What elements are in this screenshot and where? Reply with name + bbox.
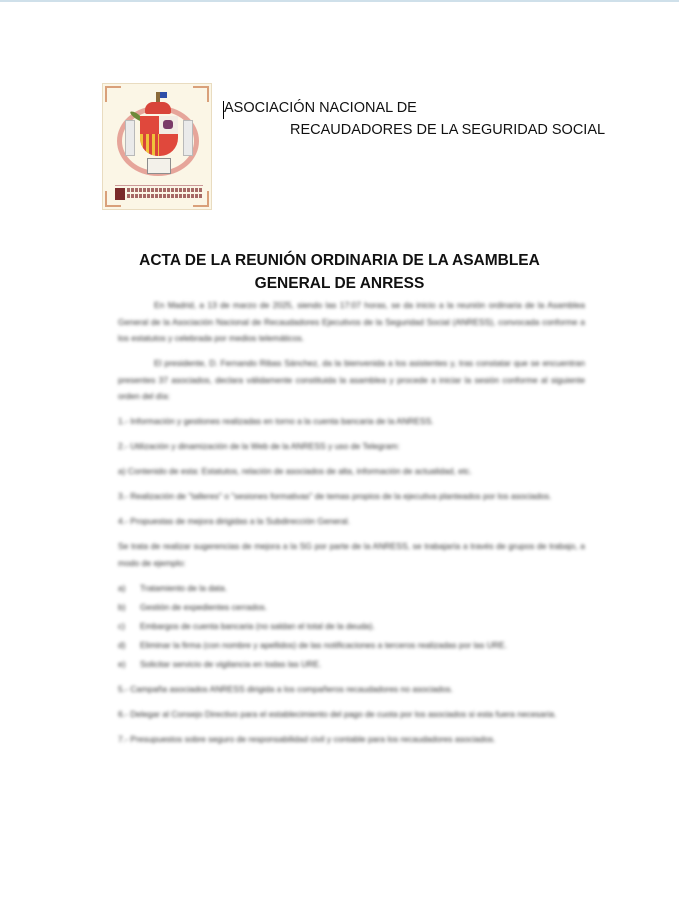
sub-item bbox=[118, 618, 585, 635]
title-line2: GENERAL DE ANRESS bbox=[254, 275, 425, 292]
sub-item bbox=[118, 599, 585, 616]
agenda-item: 6.- Delegar al Consejo Directivo para el establecimiento del pago de cuota por los asociados si esta fuera necesaria. bbox=[118, 708, 557, 719]
coat-of-arms-shield bbox=[140, 116, 178, 156]
title-line1: ACTA DE LA REUNIÓN ORDINARIA DE LA ASAMBLEA bbox=[139, 252, 540, 269]
lion-icon bbox=[163, 120, 173, 129]
agenda-item: 7.- Presupuestos sobre seguro de responsabilidad civil y contable para los recaudadores asociados. bbox=[118, 733, 496, 744]
logo-corner-ornament bbox=[105, 86, 121, 102]
agenda-item: 5.- Campaña asociados ANRESS dirigida a los compañeros recaudadores no asociados. bbox=[118, 683, 453, 694]
book-icon bbox=[147, 158, 171, 174]
sub-item bbox=[118, 656, 585, 673]
agenda-item: Se trata de realizar sugerencias de mejora a la SG por parte de la ANRESS, se trabajaría a través de grupos de trabajo, a modo de ejemplo: bbox=[118, 541, 585, 568]
pillar-icon bbox=[183, 120, 193, 156]
sub-item-text: Solicitar servicio de vigilancia en todas las URE. bbox=[140, 658, 322, 669]
sub-item-marker: c) bbox=[118, 620, 126, 631]
pillar-icon bbox=[125, 120, 135, 156]
agenda-item: 3.- Realización de "talleres" o "sesiones formativas" de temas propios de la ejecutiva planteados por los asociados. bbox=[118, 491, 552, 501]
sub-item-marker: e) bbox=[118, 658, 126, 669]
document-title bbox=[0, 249, 679, 295]
agenda-item: 2.- Utilización y dinamización de la Web de la ANRESS y uso de Telegram: bbox=[118, 441, 400, 451]
sub-item-text: Embargos de cuenta bancaria (no saldan el total de la deuda). bbox=[140, 620, 375, 631]
body-paragraph: En Madrid, a 13 de marzo de 2025, siendo las 17:07 horas, se da inicio a la reunión ordinaria de la Asamblea General de la Asociación Nacional de Recaudadores Ejecutivos de la Seguridad Social (ANRESS), convocada conforme a los estatutos y celebrada por medios telemáticos. bbox=[118, 300, 585, 343]
sub-item-text: Gestión de expedientes cerrados. bbox=[140, 601, 268, 612]
sub-item-marker: a) bbox=[118, 582, 126, 593]
crown-icon bbox=[145, 102, 171, 114]
sub-item-text: Tratamiento de la data. bbox=[140, 582, 228, 593]
org-name-line2: RECAUDADORES DE LA SEGURIDAD SOCIAL bbox=[290, 122, 606, 138]
logo-flag bbox=[160, 92, 167, 98]
logo-corner-ornament bbox=[193, 86, 209, 102]
sub-item bbox=[118, 580, 585, 597]
document-body-blurred bbox=[118, 297, 585, 756]
sub-item-text: Eliminar la firma (con nombre y apellidos) de las notificaciones a terceros realizadas por las URE. bbox=[140, 639, 508, 650]
sub-item bbox=[118, 637, 585, 654]
agenda-item: a) Contenido de esta: Estatutos, relación de asociados de alta, información de actualidad, etc. bbox=[118, 466, 472, 476]
sub-item-marker: d) bbox=[118, 639, 126, 650]
org-name-line1: ASOCIACIÓN NACIONAL DE bbox=[224, 100, 417, 116]
association-logo bbox=[102, 83, 212, 210]
agenda-item: 4.- Propuestas de mejora dirigidas a la Subdirección General. bbox=[118, 516, 350, 526]
logo-caption bbox=[115, 185, 203, 202]
agenda-item: 1.- Información y gestiones realizadas en torno a la cuenta bancaria de la ANRESS. bbox=[118, 416, 434, 426]
body-paragraph: El presidente, D. Fernando Ribas Sánchez, da la bienvenida a los asistentes y, tras constatar que se encuentran presentes 37 asociados, declara válidamente constituida la asamblea y procede a iniciar la sesión conforme al siguiente orden del día: bbox=[118, 358, 585, 401]
sub-item-marker: b) bbox=[118, 601, 126, 612]
